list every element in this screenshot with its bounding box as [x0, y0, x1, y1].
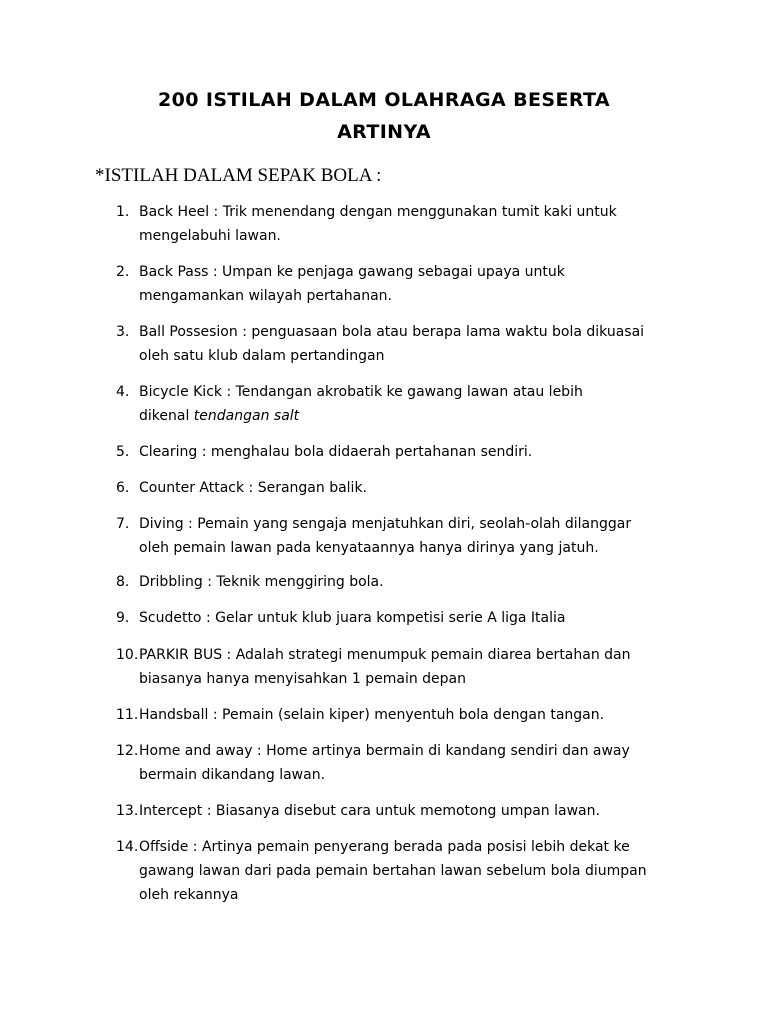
item-text-line: oleh pemain lawan pada kenyataannya hanya dirinya yang jatuh. — [139, 540, 599, 556]
list-item — [116, 260, 676, 308]
item-number: 7. — [116, 516, 130, 532]
item-text-line: Back Pass : Umpan ke penjaga gawang sebagai upaya untuk — [139, 264, 565, 280]
item-text — [139, 835, 676, 907]
list-item — [116, 320, 676, 368]
item-text — [139, 799, 676, 823]
item-number: 4. — [116, 384, 130, 400]
section-heading: *ISTILAH DALAM SEPAK BOLA : — [95, 165, 382, 186]
item-text-line: mengelabuhi lawan. — [139, 228, 281, 244]
item-text — [139, 570, 676, 594]
item-text-line: gawang lawan dari pada pemain bertahan lawan sebelum bola diumpan — [139, 863, 647, 879]
item-text — [139, 606, 676, 630]
item-text — [139, 440, 676, 464]
item-number: 3. — [116, 324, 130, 340]
list-item — [116, 440, 676, 464]
item-number: 5. — [116, 444, 130, 460]
item-number: 14. — [116, 839, 139, 855]
list-item — [116, 380, 676, 428]
item-text-line: Intercept : Biasanya disebut cara untuk memotong umpan lawan. — [139, 803, 600, 819]
list-item — [116, 703, 676, 727]
item-text-line: Back Heel : Trik menendang dengan menggunakan tumit kaki untuk — [139, 204, 617, 220]
list-item — [116, 512, 676, 560]
list-item — [116, 570, 676, 594]
list-item — [116, 606, 676, 630]
item-text — [139, 380, 676, 428]
item-text-line: bermain dikandang lawan. — [139, 767, 326, 783]
list-item — [116, 739, 676, 787]
item-text-line: Handsball : Pemain (selain kiper) menyentuh bola dengan tangan. — [139, 707, 605, 723]
item-text — [139, 739, 676, 787]
document-title-line-2: ARTINYA — [337, 121, 431, 143]
item-text — [139, 643, 676, 691]
item-number: 12. — [116, 743, 139, 759]
item-number: 13. — [116, 803, 139, 819]
item-text-line: Scudetto : Gelar untuk klub juara kompetisi serie A liga Italia — [139, 610, 566, 626]
item-number: 6. — [116, 480, 130, 496]
list-item — [116, 200, 676, 248]
item-number: 10. — [116, 647, 139, 663]
list-item — [116, 835, 676, 907]
item-text-line: Clearing : menghalau bola didaerah pertahanan sendiri. — [139, 444, 533, 460]
item-number: 8. — [116, 574, 130, 590]
item-text-line: PARKIR BUS : Adalah strategi menumpuk pemain diarea bertahan dan — [139, 647, 631, 663]
item-text-line: Dribbling : Teknik menggiring bola. — [139, 574, 384, 590]
item-text-line: Counter Attack : Serangan balik. — [139, 480, 368, 496]
item-text-line — [139, 404, 676, 428]
item-text — [139, 476, 676, 500]
item-text-italic: tendangan salt — [193, 408, 300, 424]
item-text-line: oleh satu klub dalam pertandingan — [139, 348, 385, 364]
list-item — [116, 643, 676, 691]
item-text-line: Ball Possesion : penguasaan bola atau berapa lama waktu bola dikuasai — [139, 324, 645, 340]
list-item — [116, 476, 676, 500]
item-number: 1. — [116, 204, 130, 220]
item-number: 2. — [116, 264, 130, 280]
item-text-segment: dikenal — [139, 408, 194, 424]
item-text-line: biasanya hanya menyisahkan 1 pemain depan — [139, 671, 466, 687]
item-text-line: Offside : Artinya pemain penyerang berada pada posisi lebih dekat ke — [139, 839, 630, 855]
item-text-line: oleh rekannya — [139, 887, 239, 903]
item-text — [139, 703, 676, 727]
item-number: 11. — [116, 707, 139, 723]
item-text-line: Diving : Pemain yang sengaja menjatuhkan diri, seolah-olah dilanggar — [139, 516, 632, 532]
item-text-line: mengamankan wilayah pertahanan. — [139, 288, 392, 304]
item-text — [139, 320, 676, 368]
list-item — [116, 799, 676, 823]
item-text-line: Bicycle Kick : Tendangan akrobatik ke gawang lawan atau lebih — [139, 384, 583, 400]
item-text — [139, 512, 676, 560]
item-text — [139, 260, 676, 308]
item-text-line: Home and away : Home artinya bermain di kandang sendiri dan away — [139, 743, 630, 759]
document-title-line-1: 200 ISTILAH DALAM OLAHRAGA BESERTA — [157, 89, 610, 111]
item-text — [139, 200, 676, 248]
item-number: 9. — [116, 610, 130, 626]
